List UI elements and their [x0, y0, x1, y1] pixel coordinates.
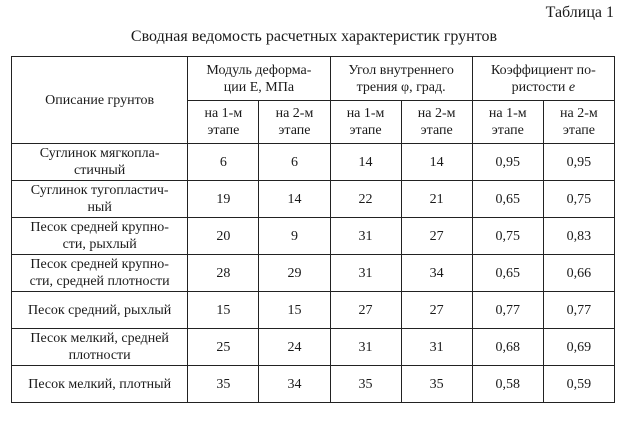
- soil-description-line: Песок мелкий, средней: [30, 331, 169, 346]
- soil-description-line: Песок мелкий, плотный: [28, 376, 172, 392]
- value-cell: 0,77: [543, 292, 614, 329]
- table-row: [12, 144, 615, 181]
- value-cell: 35: [401, 366, 472, 403]
- header-stage-2: [401, 101, 472, 144]
- value-cell: 35: [188, 366, 259, 403]
- header-stage-2: [259, 101, 330, 144]
- table-title: Сводная ведомость расчетных характеристик грунтов: [130, 28, 498, 45]
- table-row: [12, 218, 615, 255]
- soil-characteristics-table: [11, 56, 615, 403]
- value-cell: 0,65: [472, 255, 543, 292]
- header-description: Описание грунтов: [12, 57, 188, 144]
- soil-description-line: стичный: [74, 163, 126, 178]
- stage-label: этапе: [349, 123, 382, 138]
- value-cell: 0,95: [543, 144, 614, 181]
- value-cell: 20: [188, 218, 259, 255]
- soil-description: [12, 144, 188, 181]
- value-cell: 0,75: [472, 218, 543, 255]
- value-cell: 35: [330, 366, 401, 403]
- header-stage-2: [543, 101, 614, 144]
- value-cell: 0,58: [472, 366, 543, 403]
- value-cell: 19: [188, 181, 259, 218]
- header-line: трения φ, град.: [356, 79, 446, 95]
- stage-label: на 2-м: [417, 106, 456, 121]
- value-cell: 27: [401, 292, 472, 329]
- soil-description-line: Песок средней крупно-: [30, 257, 169, 272]
- value-cell: 21: [401, 181, 472, 218]
- table-number: Таблица 1: [545, 4, 614, 21]
- value-cell: 6: [188, 144, 259, 181]
- stage-label: этапе: [562, 123, 595, 138]
- stage-label: этапе: [207, 123, 240, 138]
- soil-description: [12, 181, 188, 218]
- value-cell: 31: [330, 329, 401, 366]
- soil-description: [12, 218, 188, 255]
- header-deformation-modulus: [188, 57, 330, 101]
- value-cell: 0,66: [543, 255, 614, 292]
- table-row: [12, 292, 615, 329]
- value-cell: 27: [401, 218, 472, 255]
- soil-description-line: сти, рыхлый: [62, 237, 137, 252]
- header-line: Угол внутреннего: [348, 62, 454, 78]
- header-line: ристости: [511, 79, 569, 95]
- stage-label: на 2-м: [275, 106, 314, 121]
- stage-label: этапе: [278, 123, 311, 138]
- value-cell: 0,68: [472, 329, 543, 366]
- table-row: [12, 255, 615, 292]
- value-cell: 9: [259, 218, 330, 255]
- value-cell: 15: [259, 292, 330, 329]
- soil-description-line: ный: [87, 200, 112, 215]
- value-cell: 14: [259, 181, 330, 218]
- stage-label: этапе: [420, 123, 453, 138]
- value-cell: 14: [330, 144, 401, 181]
- value-cell: 0,65: [472, 181, 543, 218]
- table-row: [12, 181, 615, 218]
- value-cell: 31: [330, 255, 401, 292]
- table-row: [12, 366, 615, 403]
- soil-description-line: Песок средней крупно-: [30, 220, 169, 235]
- soil-description: [12, 255, 188, 292]
- header-row-groups: [12, 57, 615, 101]
- value-cell: 28: [188, 255, 259, 292]
- value-cell: 15: [188, 292, 259, 329]
- value-cell: 6: [259, 144, 330, 181]
- header-line: Модуль деформа-: [206, 62, 312, 78]
- value-cell: 0,75: [543, 181, 614, 218]
- soil-description: [12, 329, 188, 366]
- header-symbol: e: [568, 79, 576, 95]
- value-cell: 0,95: [472, 144, 543, 181]
- value-cell: 0,59: [543, 366, 614, 403]
- header-porosity-coefficient: [472, 57, 614, 101]
- header-line: ции E, МПа: [223, 79, 295, 95]
- stage-label: на 1-м: [346, 106, 385, 121]
- stage-label: на 1-м: [488, 106, 527, 121]
- table-body: [12, 144, 615, 403]
- value-cell: 0,77: [472, 292, 543, 329]
- soil-description-line: Песок средний, рыхлый: [27, 302, 172, 318]
- soil-description-line: плотности: [68, 348, 131, 363]
- header-stage-1: [188, 101, 259, 144]
- value-cell: 0,83: [543, 218, 614, 255]
- soil-description-line: Суглинок мягкопла-: [39, 146, 160, 161]
- header-line: Коэффициент по-: [490, 62, 596, 78]
- header-friction-angle: [330, 57, 472, 101]
- value-cell: 14: [401, 144, 472, 181]
- value-cell: 24: [259, 329, 330, 366]
- stage-label: на 2-м: [560, 106, 598, 121]
- value-cell: 0,69: [543, 329, 614, 366]
- value-cell: 25: [188, 329, 259, 366]
- table-row: [12, 329, 615, 366]
- stage-label: этапе: [491, 123, 524, 138]
- soil-description-line: сти, средней плотности: [29, 274, 170, 289]
- value-cell: 31: [330, 218, 401, 255]
- value-cell: 34: [401, 255, 472, 292]
- value-cell: 31: [401, 329, 472, 366]
- soil-description: [12, 366, 188, 403]
- value-cell: 34: [259, 366, 330, 403]
- soil-description: [12, 292, 188, 329]
- stage-label: на 1-м: [204, 106, 243, 121]
- value-cell: 27: [330, 292, 401, 329]
- soil-description-line: Суглинок тугопластич-: [30, 183, 169, 198]
- header-stage-1: [330, 101, 401, 144]
- value-cell: 29: [259, 255, 330, 292]
- header-stage-1: [472, 101, 543, 144]
- value-cell: 22: [330, 181, 401, 218]
